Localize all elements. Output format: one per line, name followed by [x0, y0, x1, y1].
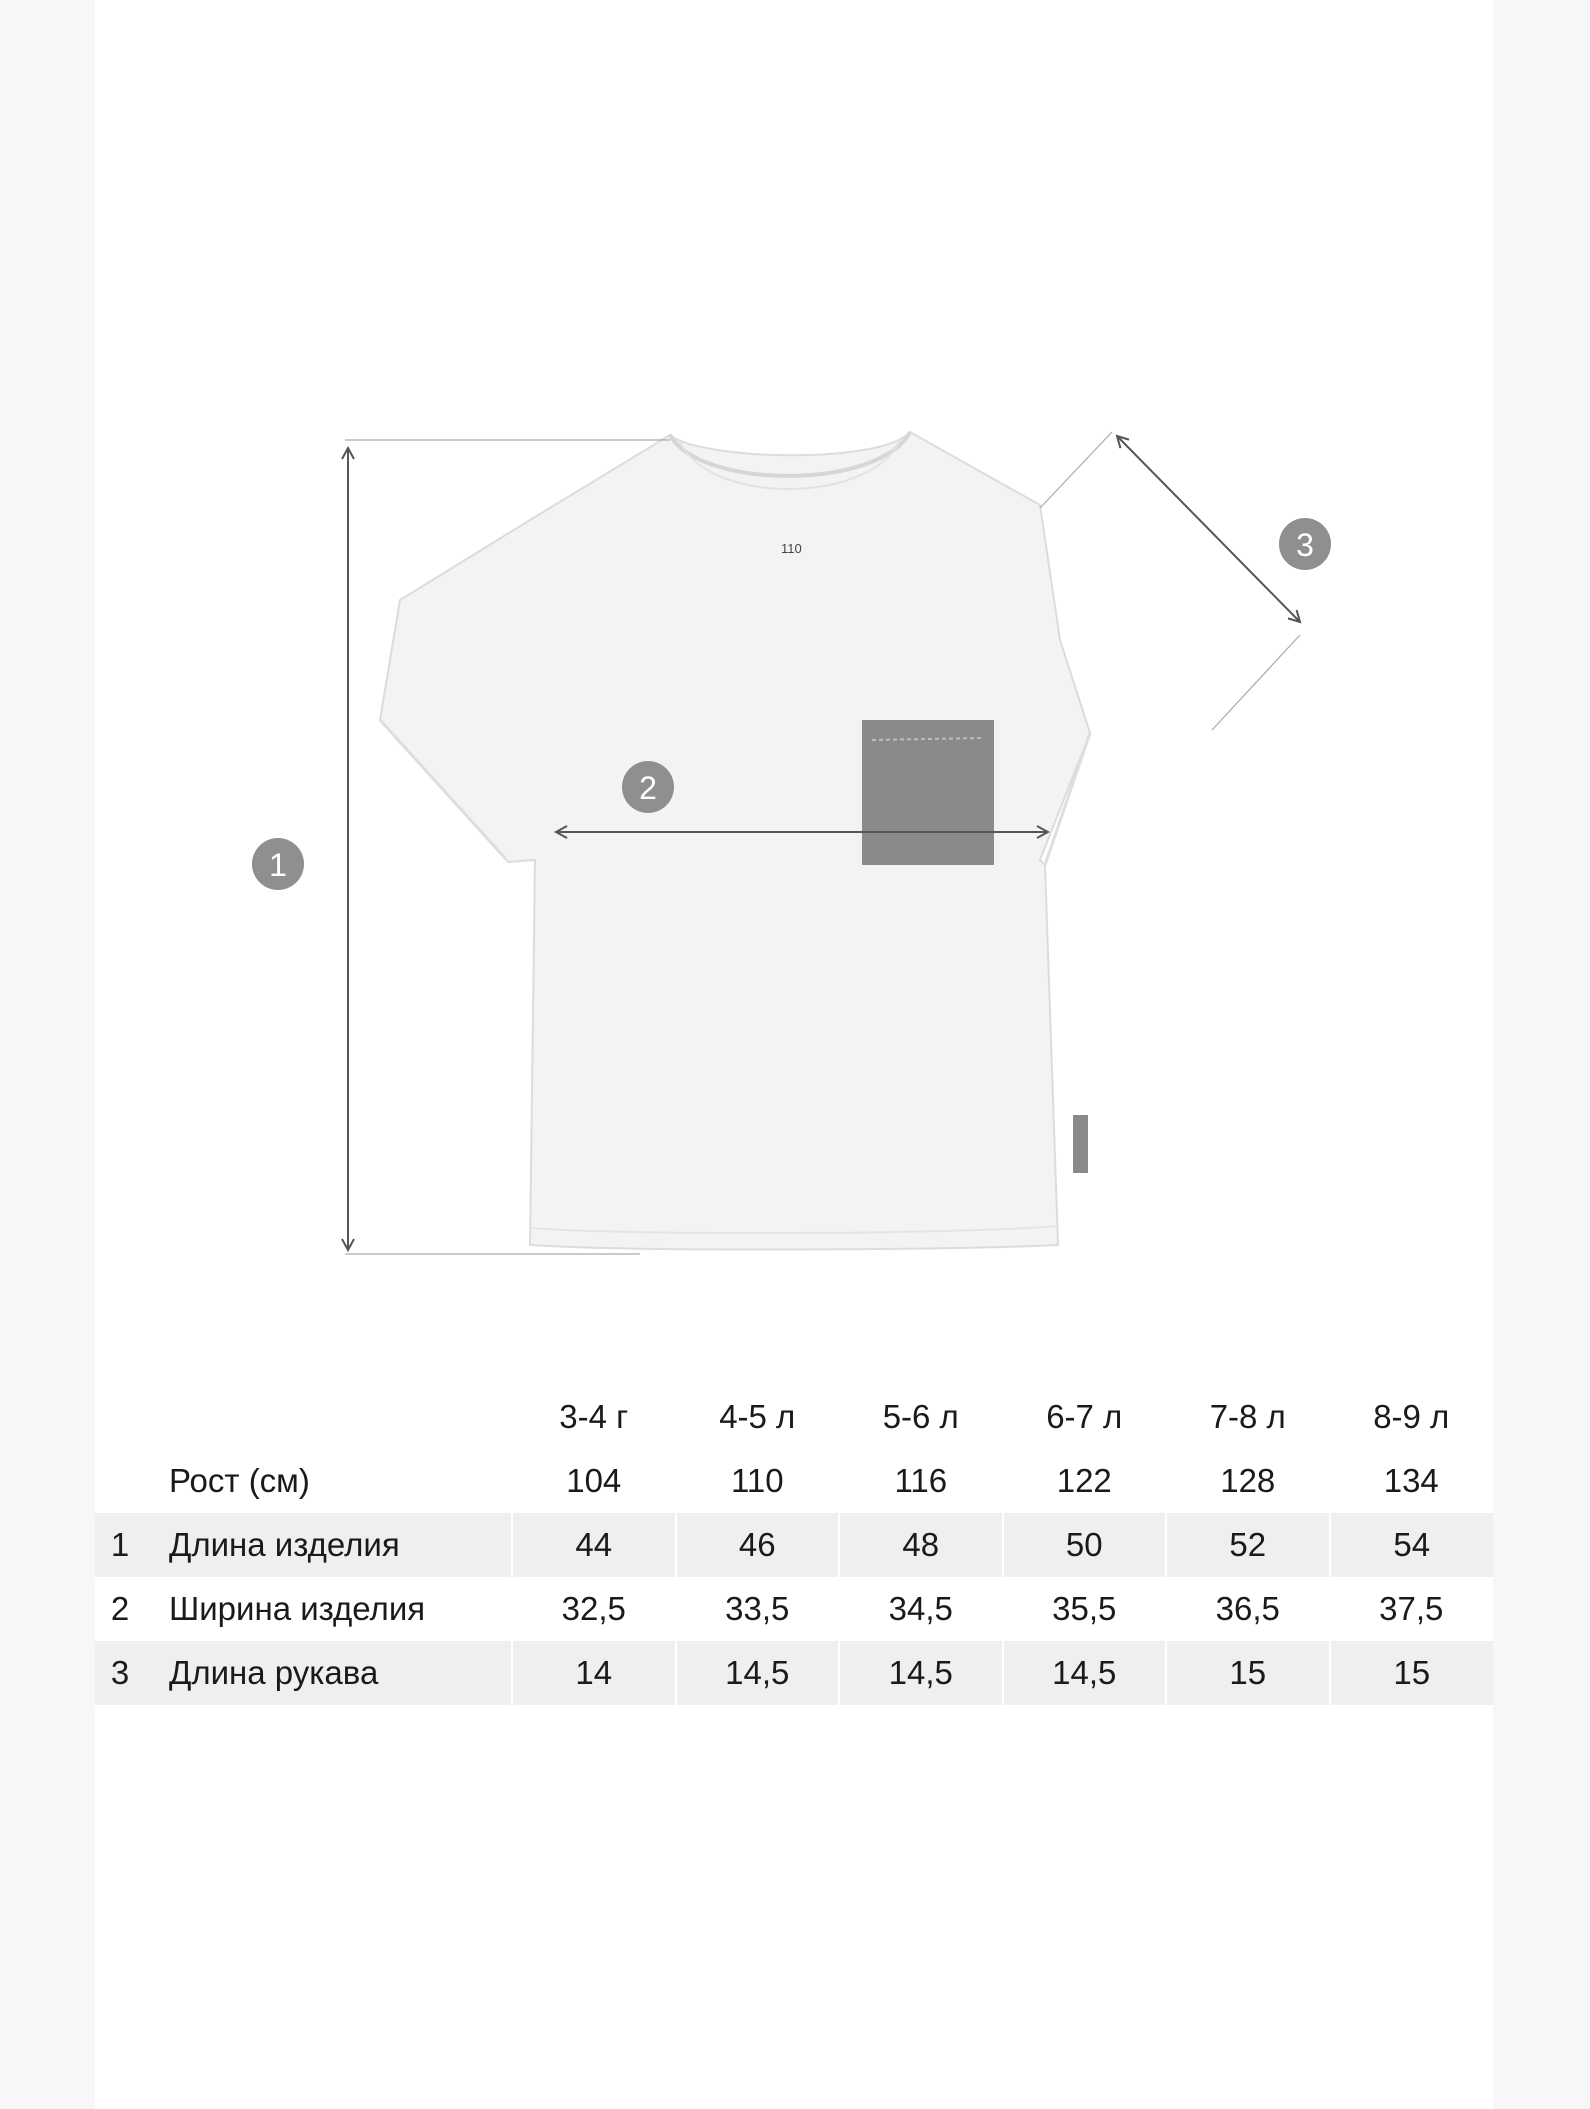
- table-cell: 34,5: [888, 1590, 953, 1627]
- row-number: 1: [95, 1513, 145, 1577]
- table-cell: 46: [676, 1513, 840, 1577]
- size-column-header: 3-4 г: [559, 1398, 629, 1435]
- table-cell: 50: [1003, 1513, 1167, 1577]
- table-cell: 15: [1166, 1641, 1330, 1705]
- tshirt-image: [380, 432, 1090, 1250]
- table-cell: 104: [566, 1462, 622, 1499]
- table-row-height: [95, 1449, 1493, 1513]
- row-label: Рост (см): [169, 1462, 310, 1499]
- table-cell: 110: [730, 1462, 784, 1499]
- svg-text:3: 3: [1296, 527, 1314, 563]
- row-label: Длина рукава: [145, 1641, 512, 1705]
- table-row-sleeve: [95, 1641, 1493, 1705]
- table-row-length: [95, 1513, 1493, 1577]
- table-cell: 36,5: [1215, 1590, 1280, 1627]
- sleeve-measurement: [1040, 432, 1300, 730]
- table-cell: 54: [1330, 1513, 1494, 1577]
- size-header-row: [95, 1385, 1493, 1449]
- size-chart-table: [95, 1385, 1493, 1705]
- table-cell: 44: [512, 1513, 676, 1577]
- size-column-header: 6-7 л: [1046, 1398, 1123, 1435]
- callout-1: [252, 838, 304, 890]
- table-cell: 35,5: [1052, 1590, 1117, 1627]
- table-cell: 37,5: [1379, 1590, 1444, 1627]
- row-number: 2: [110, 1590, 130, 1627]
- row-label: Ширина изделия: [169, 1590, 426, 1627]
- table-cell: 134: [1383, 1462, 1439, 1499]
- svg-text:2: 2: [639, 770, 657, 806]
- side-tag: [1073, 1115, 1088, 1173]
- table-cell: 14,5: [839, 1641, 1003, 1705]
- table-cell: 14: [512, 1641, 676, 1705]
- size-column-header: 8-9 л: [1373, 1398, 1450, 1435]
- size-column-header: 4-5 л: [719, 1398, 796, 1435]
- table-cell: 14,5: [1003, 1641, 1167, 1705]
- table-cell: 52: [1166, 1513, 1330, 1577]
- size-column-header: 7-8 л: [1209, 1398, 1286, 1435]
- table-cell: 15: [1330, 1641, 1494, 1705]
- table-cell: 122: [1056, 1462, 1112, 1499]
- row-number: [95, 1449, 145, 1513]
- table-cell: 33,5: [725, 1590, 790, 1627]
- callout-2: [622, 761, 674, 813]
- table-cell: 116: [894, 1462, 948, 1499]
- table-cell: 32,5: [561, 1590, 626, 1627]
- neck-label: 110: [781, 541, 802, 556]
- size-column-header: 5-6 л: [882, 1398, 959, 1435]
- callout-3: [1279, 518, 1331, 570]
- pocket: [862, 720, 994, 865]
- table-cell: 128: [1220, 1462, 1276, 1499]
- table-row-width: [95, 1577, 1493, 1641]
- svg-text:1: 1: [269, 847, 287, 883]
- table-cell: 14,5: [676, 1641, 840, 1705]
- row-number: 3: [95, 1641, 145, 1705]
- table-cell: 48: [839, 1513, 1003, 1577]
- row-label: Длина изделия: [145, 1513, 512, 1577]
